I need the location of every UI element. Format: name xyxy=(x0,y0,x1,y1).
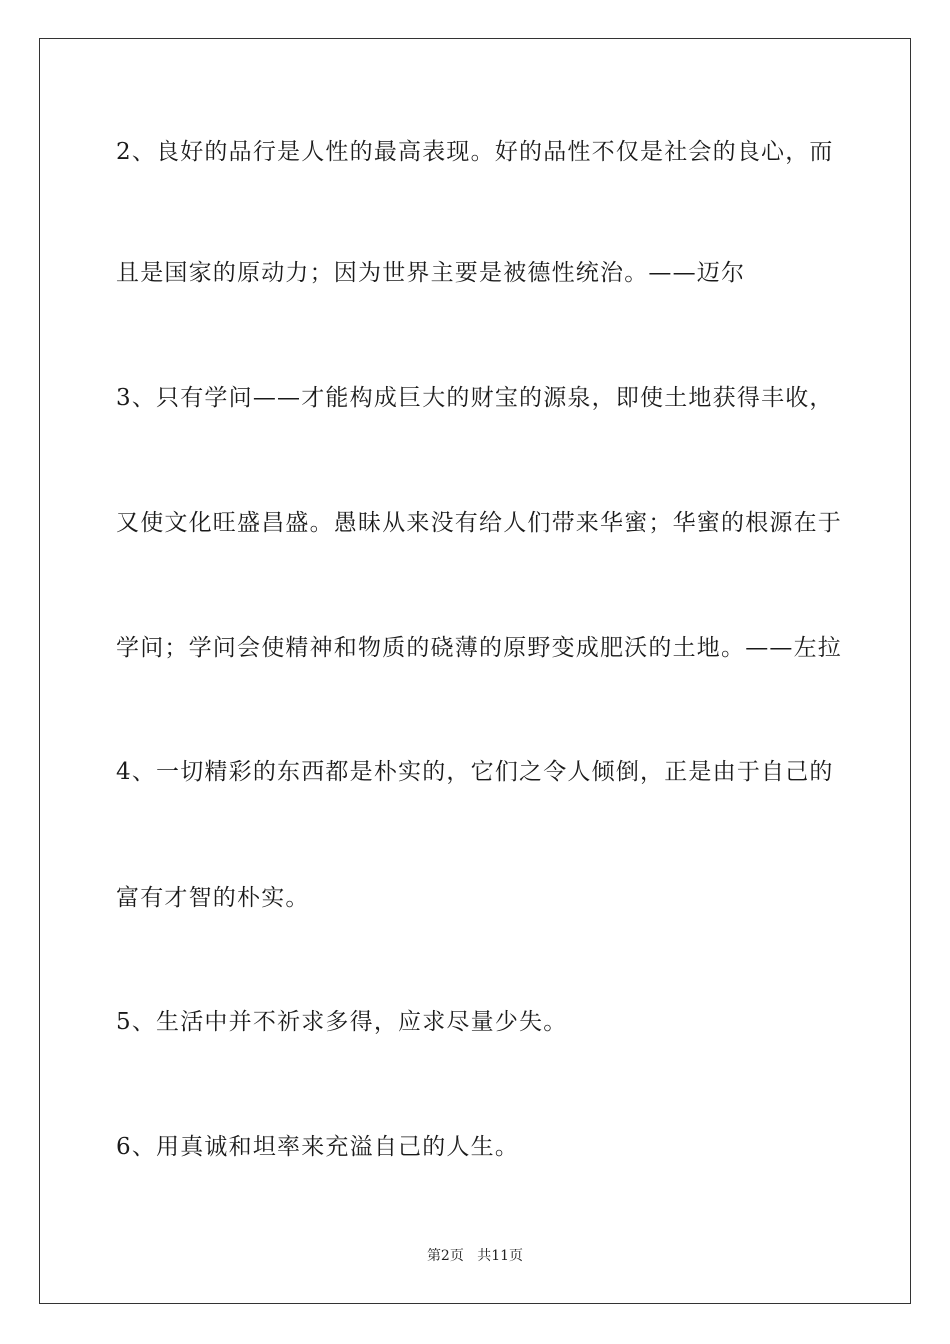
page-total: 共11页 xyxy=(477,1248,524,1264)
text-line: 学问；学问会使精神和物质的硗薄的原野变成肥沃的土地。——左拉 xyxy=(116,635,842,661)
text-line: 3、只有学问——才能构成巨大的财宝的源泉，即使土地获得丰收， xyxy=(116,385,834,411)
page-number: 第2页 xyxy=(426,1248,464,1264)
text-line: 4、一切精彩的东西都是朴实的，它们之令人倾倒，正是由于自己的 xyxy=(116,759,834,785)
text-line: 且是国家的原动力；因为世界主要是被德性统治。——迈尔 xyxy=(116,260,746,286)
page-frame xyxy=(39,38,911,1304)
text-line: 5、生活中并不祈求多得，应求尽量少失。 xyxy=(116,1009,568,1035)
text-line: 2、良好的品行是人性的最高表现。好的品性不仅是社会的良心，而 xyxy=(116,139,834,165)
text-line: 又使文化旺盛昌盛。愚昧从来没有给人们带来华蜜；华蜜的根源在于 xyxy=(116,510,842,536)
text-line: 富有才智的朴实。 xyxy=(116,885,310,911)
page-footer xyxy=(0,1247,950,1265)
text-line: 6、用真诚和坦率来充溢自己的人生。 xyxy=(116,1134,520,1160)
